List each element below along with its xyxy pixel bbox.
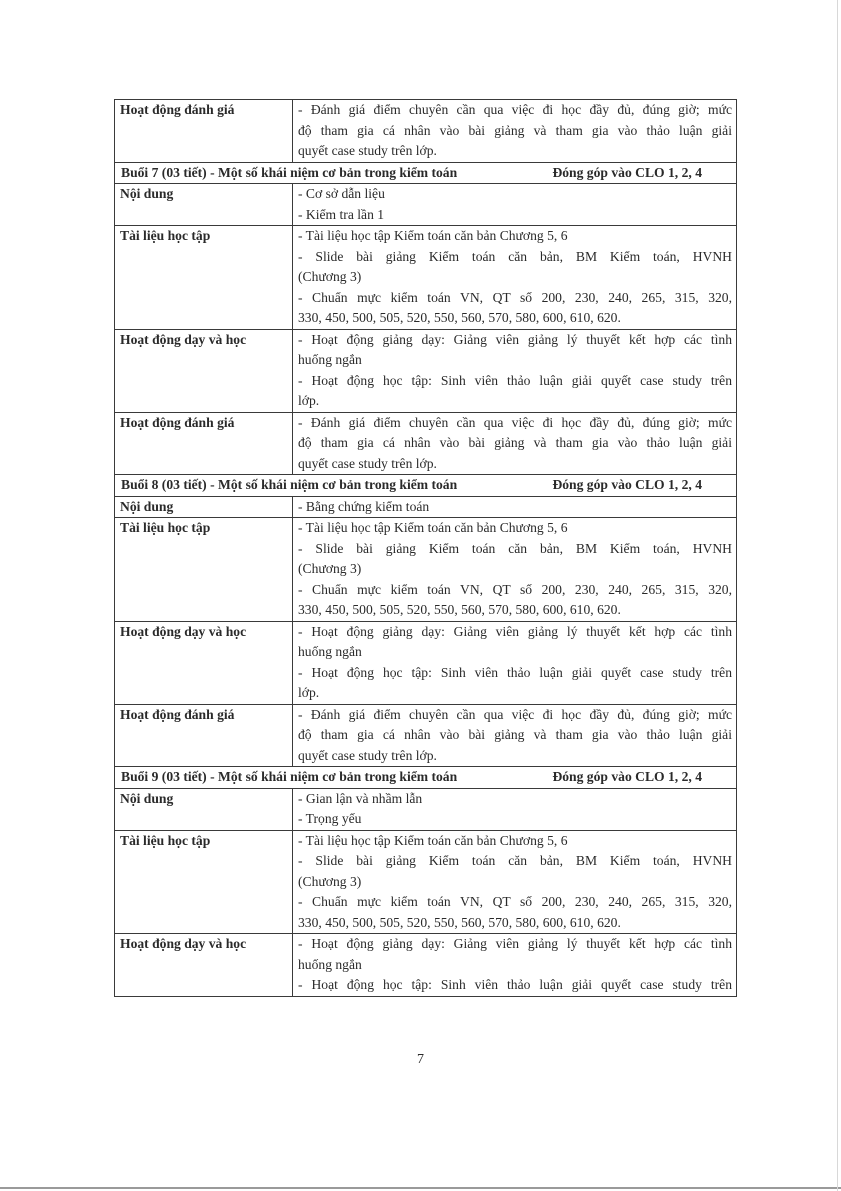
content-line: độ tham gia cá nhân vào bài giảng và tham gia vào thảo luận giải xyxy=(298,435,732,450)
row-content xyxy=(293,830,737,934)
session-contribution: Đóng góp vào CLO 1, 2, 4 xyxy=(552,769,702,784)
session-title: Buổi 9 (03 tiết) - Một số khái niệm cơ bản trong kiểm toán xyxy=(121,769,458,784)
row-content xyxy=(293,704,737,767)
table-row-materials xyxy=(115,226,737,330)
content-line: - Đánh giá điểm chuyên cần qua việc đi học đầy đủ, đúng giờ; mức xyxy=(298,102,732,117)
content-line: lớp. xyxy=(298,393,320,408)
content-line: - Slide bài giảng Kiểm toán căn bản, BM Kiểm toán, HVNH xyxy=(298,248,732,264)
content-line: - Hoạt động học tập: Sinh viên thảo luận giải quyết case study trên xyxy=(298,664,732,680)
table-row-content xyxy=(115,184,737,226)
content-line: - Trọng yếu xyxy=(298,811,362,826)
session-header-cell xyxy=(115,475,737,497)
content-line: huống ngắn xyxy=(298,956,362,972)
content-line: - Hoạt động học tập: Sinh viên thảo luận giải quyết case study trên xyxy=(298,372,732,388)
row-content xyxy=(293,621,737,704)
content-line: (Chương 3) xyxy=(298,561,362,576)
content-line: - Kiểm tra lần 1 xyxy=(298,206,385,222)
table-row-assessment xyxy=(115,412,737,475)
row-label: Tài liệu học tập xyxy=(115,830,293,934)
table-row-assessment xyxy=(115,704,737,767)
table-row-teaching xyxy=(115,934,737,997)
content-line: - Chuẩn mực kiểm toán VN, QT số 200, 230, 240, 265, 315, 320, xyxy=(298,289,732,305)
row-label: Hoạt động dạy và học xyxy=(115,621,293,704)
row-content xyxy=(293,329,737,412)
content-line: độ tham gia cá nhân vào bài giảng và tham gia vào thảo luận giải xyxy=(298,122,732,138)
row-label: Hoạt động đánh giá xyxy=(115,100,293,163)
content-line: - Hoạt động giảng dạy: Giảng viên giảng lý thuyết kết hợp các tình xyxy=(298,936,732,951)
content-line: quyết case study trên lớp. xyxy=(298,143,437,158)
content-line: - Hoạt động học tập: Sinh viên thảo luận giải quyết case study trên xyxy=(298,977,732,992)
table-row-content xyxy=(115,496,737,518)
content-line: - Bằng chứng kiểm toán xyxy=(298,498,430,514)
session-header-cell xyxy=(115,767,737,789)
content-line: - Gian lận và nhầm lẫn xyxy=(298,790,423,806)
row-label: Hoạt động dạy và học xyxy=(115,934,293,997)
table-row-materials xyxy=(115,518,737,622)
content-line: huống ngắn xyxy=(298,644,362,659)
scan-edge-bottom xyxy=(0,1187,841,1189)
row-label: Tài liệu học tập xyxy=(115,226,293,330)
session-contribution: Đóng góp vào CLO 1, 2, 4 xyxy=(552,477,702,492)
row-content xyxy=(293,184,737,226)
session-header-cell xyxy=(115,162,737,184)
content-line: 330, 450, 500, 505, 520, 550, 560, 570, 580, 600, 610, 620. xyxy=(298,310,621,325)
row-label: Hoạt động đánh giá xyxy=(115,412,293,475)
content-line: - Slide bài giảng Kiểm toán căn bản, BM Kiểm toán, HVNH xyxy=(298,540,732,556)
session-header-9 xyxy=(115,767,737,789)
row-content xyxy=(293,226,737,330)
row-label: Tài liệu học tập xyxy=(115,518,293,622)
session-title: Buổi 8 (03 tiết) - Một số khái niệm cơ bản trong kiểm toán xyxy=(121,477,458,492)
content-line: huống ngắn xyxy=(298,352,362,367)
row-label: Nội dung xyxy=(115,184,293,226)
syllabus-table xyxy=(114,99,737,997)
row-content xyxy=(293,788,737,830)
table-row-teaching xyxy=(115,329,737,412)
row-content xyxy=(293,934,737,997)
content-line: quyết case study trên lớp. xyxy=(298,747,437,763)
row-content xyxy=(293,412,737,475)
content-line: (Chương 3) xyxy=(298,873,362,889)
scan-edge-right xyxy=(837,0,838,1191)
content-line: độ tham gia cá nhân vào bài giảng và tham gia vào thảo luận giải xyxy=(298,727,732,742)
table-row-content xyxy=(115,788,737,830)
content-line: - Đánh giá điểm chuyên cần qua việc đi học đầy đủ, đúng giờ; mức xyxy=(298,706,732,722)
row-content xyxy=(293,100,737,163)
session-title: Buổi 7 (03 tiết) - Một số khái niệm cơ bản trong kiểm toán xyxy=(121,164,458,180)
content-line: (Chương 3) xyxy=(298,269,362,284)
session-contribution: Đóng góp vào CLO 1, 2, 4 xyxy=(552,164,702,180)
row-content xyxy=(293,496,737,518)
row-label: Nội dung xyxy=(115,496,293,518)
table-row-teaching xyxy=(115,621,737,704)
content-line: 330, 450, 500, 505, 520, 550, 560, 570, 580, 600, 610, 620. xyxy=(298,914,621,930)
content-line: lớp. xyxy=(298,685,320,700)
row-label: Hoạt động dạy và học xyxy=(115,329,293,412)
content-line: - Hoạt động giảng dạy: Giảng viên giảng lý thuyết kết hợp các tình xyxy=(298,331,732,347)
content-line: quyết case study trên lớp. xyxy=(298,455,437,471)
row-content xyxy=(293,518,737,622)
content-line: - Slide bài giảng Kiểm toán căn bản, BM Kiểm toán, HVNH xyxy=(298,853,732,868)
table-row-assessment xyxy=(115,100,737,163)
content-line: - Chuẩn mực kiểm toán VN, QT số 200, 230, 240, 265, 315, 320, xyxy=(298,581,732,597)
content-line: - Tài liệu học tập Kiểm toán căn bản Chương 5, 6 xyxy=(298,228,568,243)
row-label: Hoạt động đánh giá xyxy=(115,704,293,767)
content-line: - Chuẩn mực kiểm toán VN, QT số 200, 230, 240, 265, 315, 320, xyxy=(298,894,732,909)
content-line: 330, 450, 500, 505, 520, 550, 560, 570, 580, 600, 610, 620. xyxy=(298,602,621,617)
content-line: - Tài liệu học tập Kiểm toán căn bản Chương 5, 6 xyxy=(298,520,568,535)
session-header-8 xyxy=(115,475,737,497)
content-line: - Cơ sở dẫn liệu xyxy=(298,186,385,201)
content-line: - Tài liệu học tập Kiểm toán căn bản Chương 5, 6 xyxy=(298,832,568,848)
row-label: Nội dung xyxy=(115,788,293,830)
session-header-7 xyxy=(115,162,737,184)
content-line: - Hoạt động giảng dạy: Giảng viên giảng lý thuyết kết hợp các tình xyxy=(298,623,732,639)
content-line: - Đánh giá điểm chuyên cần qua việc đi học đầy đủ, đúng giờ; mức xyxy=(298,414,732,430)
page-number: 7 xyxy=(417,1052,424,1067)
table-row-materials xyxy=(115,830,737,934)
